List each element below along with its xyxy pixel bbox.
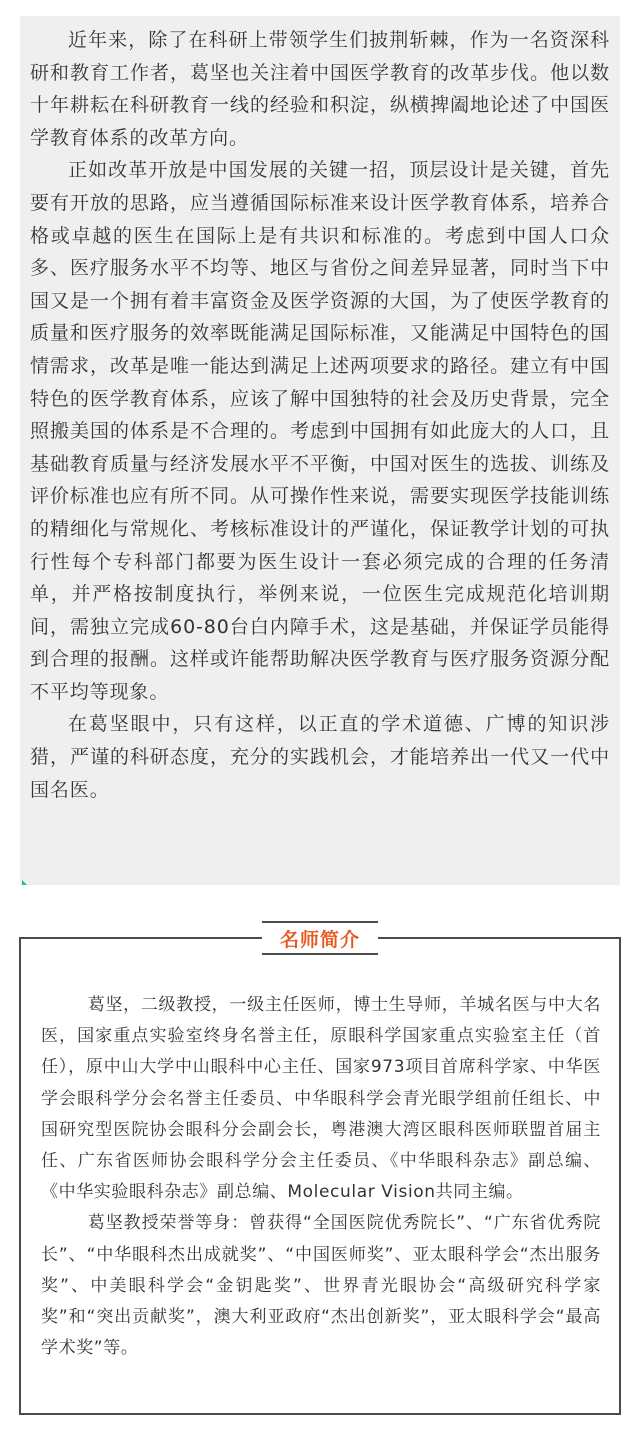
article-section xyxy=(20,16,620,885)
bio-title: 名师简介 xyxy=(262,921,378,955)
article-paragraph-2: 正如改革开放是中国发展的关键一招，顶层设计是关键，首先要有开放的思路，应当遵循国际标准来设计医学教育体系，培养合格或卓越的医生在国际上是有共识和标准的。考虑到中国人口众多、医疗服务水平不均等、地区与省份之间差异显著，同时当下中国又是一个拥有着丰富资金及医学资源的大国，为了使医学教育的质量和医疗服务的效率既能满足国际标准，又能满足中国特色的国情需求，改革是唯一能达到满足上述两项要求的路径。建立有中国特色的医学教育体系，应该了解中国独特的社会及历史背景，完全照搬美国的体系是不合理的。考虑到中国拥有如此庞大的人口，且基础教育质量与经济发展水平不平衡，中国对医生的选拔、训练及评价标准也应有所不同。从可操作性来说，需要实现医学技能训练的精细化与常规化、考核标准设计的严谨化，保证教学计划的可执行性每个专科部门都要为医生设计一套必须完成的合理的任务清单，并严格按制度执行，举例来说，一位医生完成规范化培训期间，需独立完成60-80台白内障手术，这是基础，并保证学员能得到合理的报酬。这样或许能帮助解决医学教育与医疗服务资源分配不平均等现象。 xyxy=(30,159,610,703)
bio-paragraph-2: 葛坚教授荣誉等身：曾获得“全国医院优秀院长”、“广东省优秀院长”、“中华眼科杰出成就奖”、“中国医师奖”、亚太眼科学会“杰出服务奖”、中美眼科学会“金钥匙奖”、世界青光眼协会“高级研究科学家奖”和“突出贡献奖”，澳大利亚政府“杰出创新奖”，亚太眼科学会“最高学术奖”等。 xyxy=(41,1213,601,1359)
corner-decoration xyxy=(22,880,27,885)
article-paragraph-1: 近年来，除了在科研上带领学生们披荆斩棘，作为一名资深科研和教育工作者，葛坚也关注着中国医学教育的改革步伐。他以数十年耕耘在科研教育一线的经验和积淀，纵横捭阖地论述了中国医学教育体系的改革方向。 xyxy=(30,29,610,149)
bio-paragraph-1: 葛坚，二级教授，一级主任医师，博士生导师，羊城名医与中大名医，国家重点实验室终身名誉主任，原眼科学国家重点实验室主任（首任），原中山大学中山眼科中心主任、国家973项目首席科学家、中华医学会眼科学分会名誉主任委员、中华眼科学会青光眼学组前任组长、中国研究型医院协会眼科分会副会长，粤港澳大湾区眼科医师联盟首届主任、广东省医师协会眼科学分会主任委员、《中华眼科杂志》副总编、《中华实验眼科杂志》副总编、Molecular Vision共同主编。 xyxy=(41,995,601,1203)
teacher-bio-box xyxy=(19,937,621,1415)
article-paragraph-3: 在葛坚眼中，只有这样，以正直的学术道德、广博的知识涉猎，严谨的科研态度，充分的实践机会，才能培养出一代又一代中国名医。 xyxy=(30,713,610,801)
